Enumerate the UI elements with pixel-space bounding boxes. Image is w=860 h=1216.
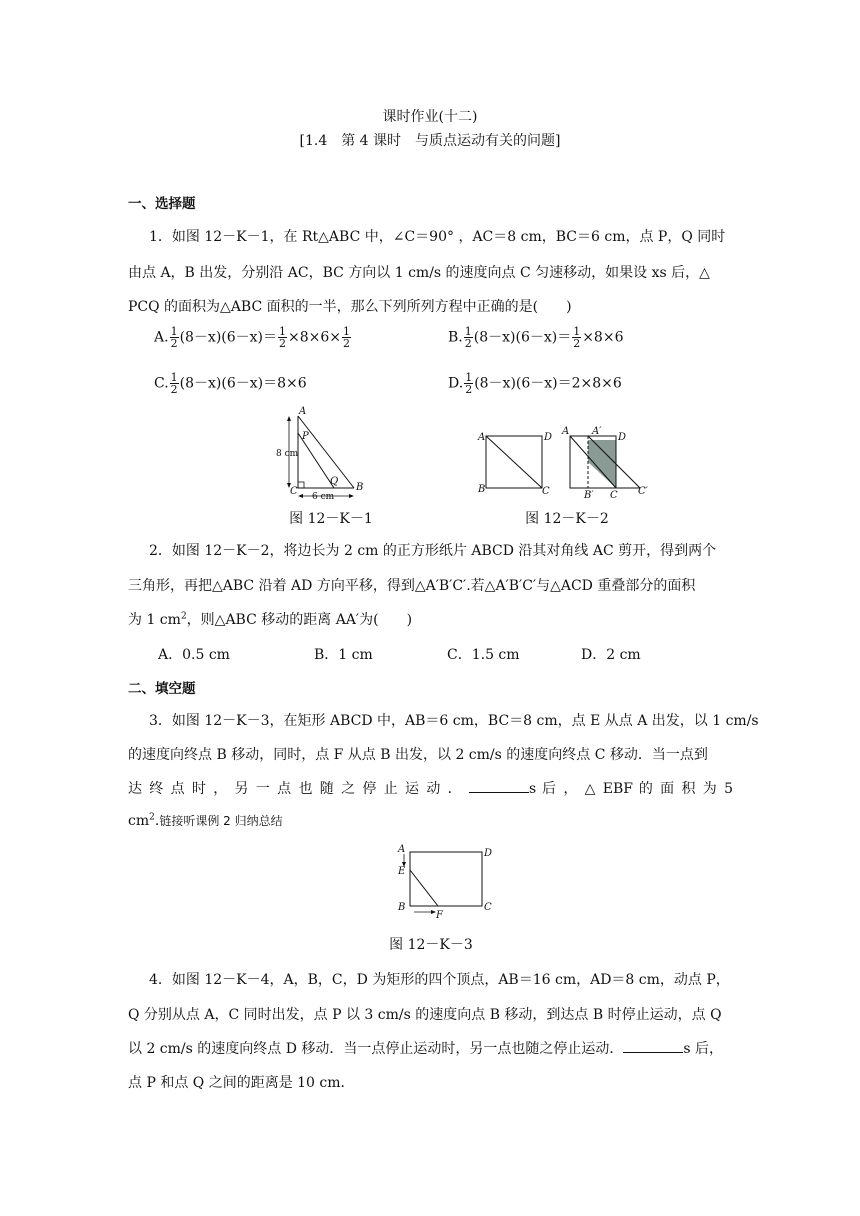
fig1-label-bc: 6 cm	[312, 492, 335, 502]
q1-option-c: C. $\frac{1}{2}$ (8－x)(6－x)＝8×6	[154, 371, 307, 396]
fig2-label-d-2: D	[618, 432, 627, 443]
fig2-label-c-prime: C′	[638, 486, 648, 497]
fig2-label-d: D	[544, 432, 553, 443]
section-fill-heading: 二、填空题	[128, 681, 196, 697]
fig2-label-a: A	[478, 432, 486, 443]
fig1-label-c: C	[290, 486, 298, 497]
fig3-caption: 图 12－K－3	[389, 937, 473, 953]
q2-option-b: B．1 cm	[314, 647, 373, 663]
q4-line-1: 4．如图 12－K－4，A，B，C，D 为矩形的四个顶点，AB＝16 cm，AD＝8 cm，动点 P，	[149, 972, 730, 988]
fig1-label-b: B	[356, 482, 364, 493]
figure-12-k-1	[276, 404, 372, 504]
fig2-label-c-2: C	[610, 490, 618, 501]
q1-line-1: 1．如图 12－K－1，在 Rt△ABC 中，∠C＝90° ，AC＝8 cm，BC＝6 cm，点 P，Q 同时	[149, 229, 726, 245]
q2-option-c: C．1.5 cm	[447, 647, 520, 663]
q1-option-a: A. $\frac{1}{2}$ (8－x)(6－x)＝ $\frac{1}{2}$ ×8×6× $\frac{1}{2}$	[154, 325, 351, 350]
q1-line-2: 由点 A，B 出发，分别沿 AC，BC 方向以 1 cm/s 的速度向点 C 匀速移动，如果设 xs 后，△	[128, 265, 710, 281]
q2-option-d: D．2 cm	[581, 647, 641, 663]
fig1-label-p: P	[302, 431, 309, 442]
q3-line-4: $cm^2$.链接听课例 2 归纳总结	[128, 812, 283, 829]
q2-line-3: 为 1 $cm^2$，则△ABC 移动的距离 AA′为( )	[128, 611, 413, 628]
q2-option-a: A．0.5 cm	[158, 647, 230, 663]
fig3-label-b: B	[398, 902, 406, 913]
fraction-half: $\frac{1}{2}$	[170, 371, 178, 396]
q2-line-1: 2．如图 12－K－2，将边长为 2 cm 的正方形纸片 ABCD 沿其对角线 AC 剪开，得到两个	[149, 543, 717, 559]
fig1-caption: 图 12－K－1	[289, 511, 373, 527]
q4-line-3: 以 2 cm/s 的速度向终点 D 移动．当一点停止运动时，另一点也随之停止运动． s 后，	[128, 1041, 724, 1057]
fraction-half: $\frac{1}{2}$	[573, 325, 581, 350]
q4-line-2: Q 分别从点 A，C 同时出发，点 P 以 3 cm/s 的速度向点 B 移动，到达点 B 时停止运动，点 Q	[128, 1007, 722, 1023]
fig3-label-f: F	[436, 910, 443, 921]
page-subtitle: [1.4 第 4 课时 与质点运动有关的问题]	[299, 133, 561, 149]
fig3-label-d: D	[484, 848, 493, 859]
page-title: 课时作业(十二)	[382, 109, 478, 125]
q1-option-b: B. $\frac{1}{2}$ (8－x)(6－x)＝ $\frac{1}{2}$ ×8×6	[448, 325, 624, 350]
fig2-label-b-prime: B′	[584, 490, 594, 501]
fraction-half: $\frac{1}{2}$	[279, 325, 287, 350]
fig2-caption: 图 12－K－2	[525, 511, 609, 527]
fig3-label-c: C	[484, 902, 492, 913]
q3-line-1: 3．如图 12－K－3，在矩形 ABCD 中，AB＝6 cm，BC＝8 cm，点 E 从点 A 出发，以 1 cm/s	[149, 713, 759, 729]
fig2-label-a-prime: A′	[592, 426, 602, 437]
q3-answer-blank[interactable]	[469, 780, 529, 793]
fig3-label-e: E	[398, 866, 406, 877]
fraction-half: $\frac{1}{2}$	[465, 371, 473, 396]
fraction-half: $\frac{1}{2}$	[170, 325, 178, 350]
q3-note: 链接听课例 2 归纳总结	[159, 814, 283, 828]
fraction-half: $\frac{1}{2}$	[343, 325, 351, 350]
section-choice-heading: 一、选择题	[128, 196, 196, 212]
q3-line-2: 的速度向终点 B 移动，同时，点 F 从点 B 出发，以 2 cm/s 的速度向终点 C 移动．当一点到	[128, 747, 708, 763]
fig1-label-ac: 8 cm	[276, 449, 299, 459]
q4-line-4: 点 P 和点 Q 之间的距离是 10 cm.	[128, 1075, 345, 1091]
fig1-label-a: A	[299, 406, 307, 417]
fig2-label-a-2: A	[562, 426, 570, 437]
fig2-label-c: C	[542, 486, 550, 497]
fig3-label-a: A	[398, 844, 406, 855]
figure-12-k-3	[394, 842, 500, 922]
q1-option-d: D. $\frac{1}{2}$ (8－x)(6－x)＝2×8×6	[448, 371, 622, 396]
q1-line-3: PCQ 的面积为△ABC 面积的一半，那么下列所列方程中正确的是( )	[128, 299, 572, 315]
q4-answer-blank[interactable]	[623, 1040, 683, 1053]
q2-line-2: 三角形，再把△ABC 沿着 AD 方向平移，得到△A′B′C′.若△A′B′C′与△ACD 重叠部分的面积	[128, 578, 696, 594]
q3-line-3: 达 终 点 时 ， 另 一 点 也 随 之 停 止 运 动 ． s 后 ， △ EBF 的 面 积 为 5	[128, 781, 733, 797]
fraction-half: $\frac{1}{2}$	[464, 325, 472, 350]
fig2-label-b: B	[478, 484, 486, 495]
fig1-label-q: Q	[330, 476, 339, 487]
figure-12-k-2	[474, 424, 660, 502]
